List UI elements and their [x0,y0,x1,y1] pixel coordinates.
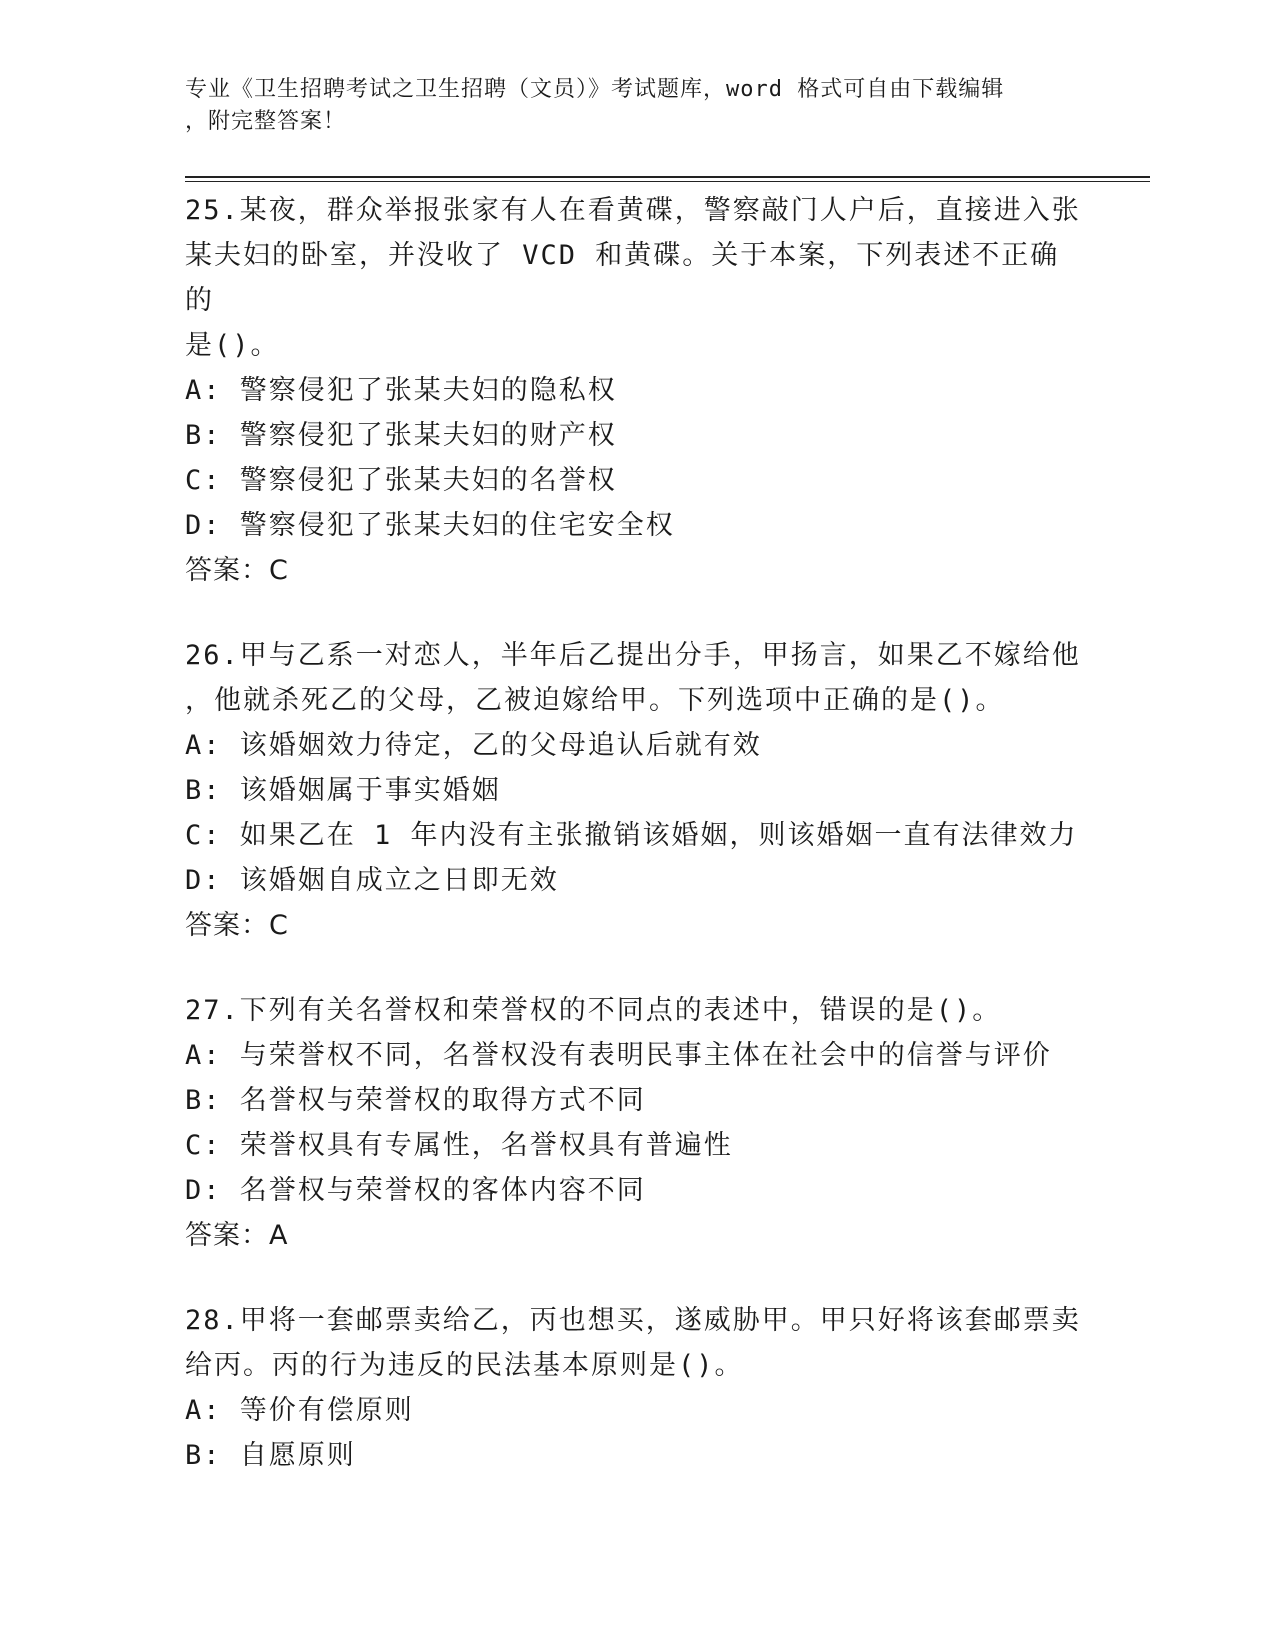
option-c: C: 警察侵犯了张某夫妇的名誉权 [185,465,617,496]
question-stem: 28.甲将一套邮票卖给乙，丙也想买，遂威胁甲。甲只好将该套邮票卖 给丙。丙的行为违反的民法基本原则是()。 [185,1305,1081,1381]
question-25 [185,188,1085,593]
option-b: B: 名誉权与荣誉权的取得方式不同 [185,1085,646,1116]
option-a: A: 等价有偿原则 [185,1395,414,1426]
option-b: B: 警察侵犯了张某夫妇的财产权 [185,420,617,451]
answer: 答案：C [185,910,289,941]
header-divider-thin [185,181,1150,182]
answer: 答案：A [185,1220,289,1251]
option-a: A: 该婚姻效力待定，乙的父母追认后就有效 [185,730,762,761]
option-d: D: 名誉权与荣誉权的客体内容不同 [185,1175,646,1206]
question-26 [185,633,1085,948]
option-b: B: 该婚姻属于事实婚姻 [185,775,501,806]
question-stem: 26.甲与乙系一对恋人，半年后乙提出分手，甲扬言，如果乙不嫁给他 ，他就杀死乙的父母，乙被迫嫁给甲。下列选项中正确的是()。 [185,640,1081,716]
option-b: B: 自愿原则 [185,1440,356,1471]
option-d: D: 该婚姻自成立之日即无效 [185,865,559,896]
option-c: C: 荣誉权具有专属性，名誉权具有普遍性 [185,1130,733,1161]
option-a: A: 与荣誉权不同，名誉权没有表明民事主体在社会中的信誉与评价 [185,1040,1052,1071]
question-27 [185,988,1085,1258]
option-a: A: 警察侵犯了张某夫妇的隐私权 [185,375,617,406]
answer: 答案：C [185,555,289,586]
option-c: C: 如果乙在 1 年内没有主张撤销该婚姻，则该婚姻一直有法律效力 [185,820,1078,851]
question-stem: 25.某夜，群众举报张家有人在看黄碟，警察敲门人户后，直接进入张 某夫妇的卧室，并没收了 VCD 和黄碟。关于本案，下列表述不正确的 是()。 [185,195,1081,361]
document-header: 专业《卫生招聘考试之卫生招聘（文员）》考试题库，word 格式可自由下载编辑 ，附完整答案！ [185,77,1005,134]
question-28 [185,1298,1085,1478]
header-divider-thick [185,176,1150,178]
option-d: D: 警察侵犯了张某夫妇的住宅安全权 [185,510,675,541]
question-stem: 27.下列有关名誉权和荣誉权的不同点的表述中，错误的是()。 [185,995,1002,1026]
question-list [185,188,1085,1518]
